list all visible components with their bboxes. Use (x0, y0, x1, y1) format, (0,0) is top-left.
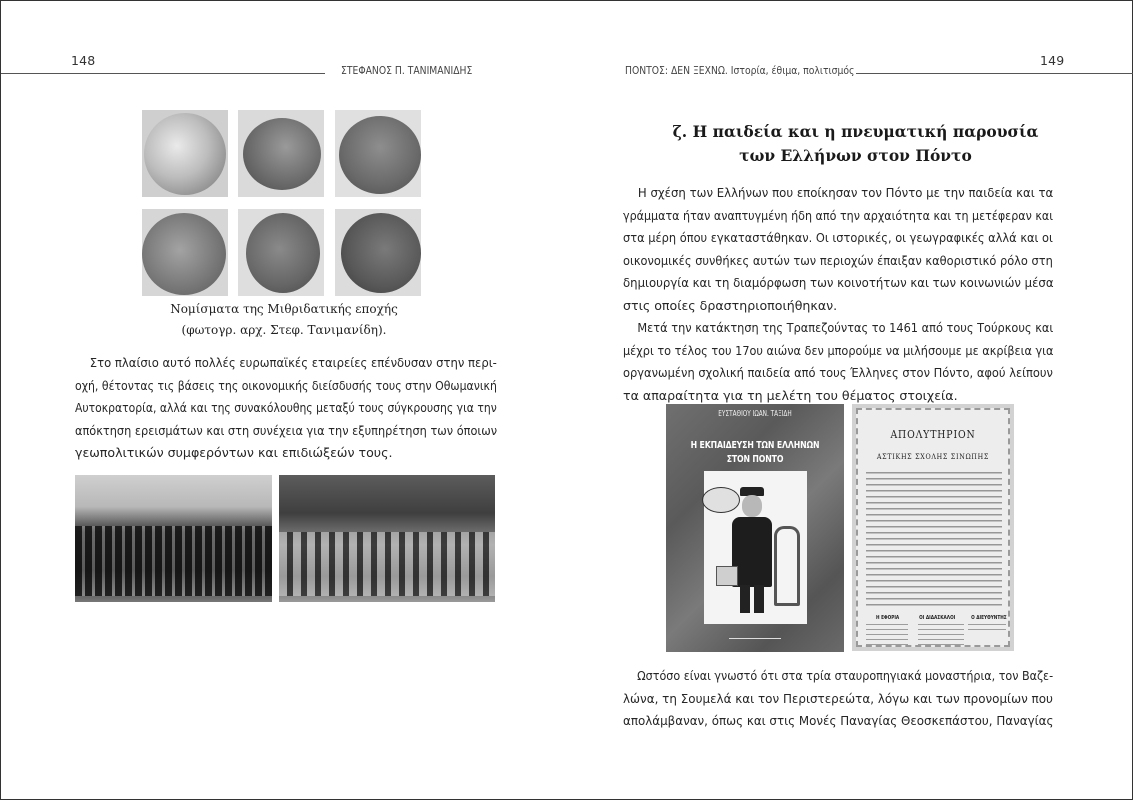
signature-scribble (918, 624, 964, 646)
boy-legs (740, 585, 764, 613)
section-title: των Ελλήνων στον Πόντο (739, 146, 972, 165)
right-page (567, 1, 1133, 800)
text-line: απόκτηση ερεισμάτων και στη συνέχεια για την εξυπηρέτηση των όποιων (75, 422, 498, 438)
coin-image (144, 113, 226, 195)
coin-image (246, 213, 320, 293)
text-line: οικονομικές συνθήκες αυτών των περιοχών έπαιξαν καθοριστικό ρόλο στη (623, 252, 1053, 268)
text-line: στις οποίες δραστηριοποιήθηκαν. (623, 297, 838, 313)
section-title: ζ. Η παιδεία και η πνευματική παρουσία (672, 122, 1039, 141)
coin-image (142, 213, 226, 295)
header-rule (1, 73, 325, 74)
publisher-rule (729, 638, 781, 639)
school-bag (716, 566, 738, 586)
chair-shape (774, 526, 800, 606)
certificate-subtitle: ΑΣΤΙΚΗΣ ΣΧΟΛΗΣ ΣΙΝΩΠΗΣ (876, 452, 990, 461)
text-line: Ωστόσο είναι γνωστό ότι στα τρία σταυροπηγιακά μοναστήρια, τον Βαζε- (637, 668, 1054, 683)
left-page (1, 1, 567, 800)
text-line: στα μέρη όπου εγκαταστάθηκαν. Οι ιστορικές, οι γεωγραφικές αλλά και οι (623, 230, 1053, 245)
text-line: τα απαραίτητα για τη μελέτη του θέματος στοιχεία. (623, 387, 958, 403)
boy-coat (732, 517, 772, 587)
body-paragraph (623, 665, 1053, 733)
schoolboy-figure (732, 487, 772, 617)
boy-head (742, 495, 762, 517)
coin-image (339, 116, 421, 194)
coin-photo (142, 110, 228, 197)
cover-title: ΣΤΟΝ ΠΟΝΤΟ (726, 454, 784, 465)
text-line: Η σχέση των Ελλήνων που εποίκησαν τον Πόντο με την παιδεία και τα (637, 185, 1054, 200)
group-photo (75, 475, 272, 602)
body-paragraph (75, 352, 497, 465)
signature-scribble (968, 624, 1006, 630)
group-photo (279, 475, 495, 602)
text-line: οχή, θέτοντας τις βάσεις της οικονομικής διείσδυσής τους στην Οθωμανική (75, 377, 497, 393)
certificate-title: ΑΠΟΛΥΤΗΡΙΟΝ (890, 428, 976, 441)
photo-figures (75, 526, 272, 596)
text-line: γεωπολιτικών συμφερόντων και επιδιώξεών τους. (75, 445, 393, 460)
text-line: Στο πλαίσιο αυτό πολλές ευρωπαϊκές εταιρείες επένδυσαν στην περι- (89, 355, 497, 370)
running-head-author: ΣΤΕΦΑΝΟΣ Π. ΤΑΝΙΜΑΝΙΔΗΣ (341, 65, 473, 77)
running-head-book-title: ΠΟΝΤΟΣ: ΔΕΝ ΞΕΧΝΩ. Ιστορία, έθιμα, πολιτισμός (625, 65, 855, 77)
text-line: λώνα, τη Σουμελά και τον Περιστερεώτα, λόγω και των προνομίων που (623, 690, 1053, 706)
header-rule (856, 73, 1133, 74)
text-line: Αυτοκρατορία, αλλά και της συνακόλουθης μεταξύ τους σύγκρουσης για την (75, 400, 497, 415)
book-cover-image (666, 404, 844, 652)
certificate-signatory: Ο ΔΙΕΥΘΥΝΤΗΣ (971, 615, 1007, 621)
text-line: απολάμβαναν, όπως και στις Μονές Παναγίας Θεοσκεπάστου, Παναγίας (623, 713, 1054, 728)
certificate-signatory: ΟΙ ΔΙΔΑΣΚΑΛΟΙ (919, 615, 956, 621)
body-paragraph (623, 182, 1053, 407)
coin-image (243, 118, 321, 190)
coins-figure (142, 110, 427, 296)
coin-photo (335, 209, 421, 296)
cover-author: ΕΥΣΤΑΘΙΟΥ ΙΩΑΝ. ΤΑΞΙΔΗ (718, 409, 792, 418)
cover-title: Η ΕΚΠΑΙΔΕΥΣΗ ΤΩΝ ΕΛΛΗΝΩΝ (690, 440, 820, 451)
coin-photo (142, 209, 228, 296)
coin-image (341, 213, 421, 293)
figure-caption: (φωτογρ. αρχ. Στεφ. Τανιμανίδη). (181, 323, 387, 337)
page-number: 149 (1040, 53, 1065, 68)
text-line: γράμματα ήταν αναπτυγμένη ήδη από την αρχαιότητα και τη μετέφεραν και (623, 207, 1054, 223)
text-line: Μετά την κατάκτηση της Τραπεζούντας το 1461 από τους Τούρκους και (637, 320, 1054, 335)
stamp-icon (702, 487, 740, 513)
certificate-signatory: Η ΕΦΟΡΙΑ (876, 615, 900, 621)
photo-figures (279, 532, 495, 596)
figure-caption: Νομίσματα της Μιθριδατικής εποχής (170, 302, 398, 316)
coin-photo (238, 110, 324, 197)
text-line: μέχρι το τέλος του 17ου αιώνα δεν μπορούμε να μιλήσουμε με ακρίβεια για (623, 342, 1054, 358)
page-number: 148 (71, 53, 96, 68)
certificate-handwritten-lines (866, 472, 1002, 607)
coin-photo (238, 209, 324, 296)
signature-scribble (866, 624, 908, 646)
text-line: δημιουργία και τη διαμόρφωση των κοινοτήτων και των κοινωνιών μέσα (623, 275, 1054, 290)
certificate-image (852, 404, 1014, 651)
text-line: οργανωμένη σχολική παιδεία από τους Έλληνες στον Πόντο, αφού λείπουν (623, 365, 1053, 380)
coin-photo (335, 110, 421, 197)
